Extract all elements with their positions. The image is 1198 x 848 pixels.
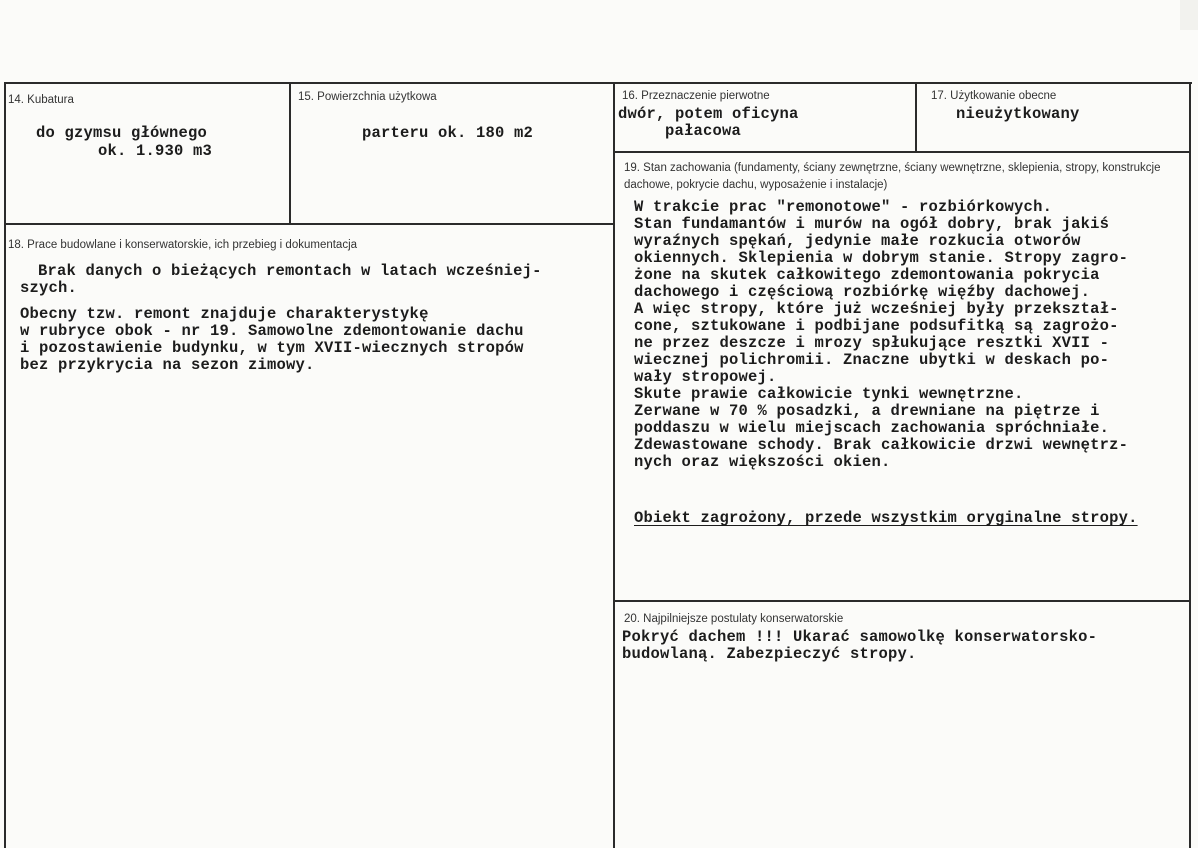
field-20-line-2: budowlaną. Zabezpieczyć stropy. bbox=[622, 645, 917, 663]
field-19-line-11: wały stropowej. bbox=[634, 368, 777, 386]
field-16-label: 16. Przeznaczenie pierwotne bbox=[622, 90, 770, 102]
field-17-value: nieużytkowany bbox=[956, 105, 1080, 123]
divider-center bbox=[613, 82, 615, 848]
folded-corner bbox=[1180, 0, 1198, 30]
field-19-line-3: wyraźnych spękań, jedynie małe rozkucia otworów bbox=[634, 232, 1081, 250]
divider-16-17 bbox=[915, 82, 917, 152]
field-14-label: 14. Kubatura bbox=[8, 94, 74, 106]
field-14-value-line-2: ok. 1.930 m3 bbox=[98, 142, 213, 160]
divider-row-19-20 bbox=[613, 600, 1191, 602]
field-19-line-13: Zerwane w 70 % posadzki, a drewniane na piętrze i bbox=[634, 402, 1100, 420]
field-19-line-5: żone na skutek całkowitego zdemontowania pokrycia bbox=[634, 266, 1100, 284]
field-19-line-12: Skute prawie całkowicie tynki wewnętrzne. bbox=[634, 385, 1024, 403]
field-19-line-4: okiennych. Sklepienia w dobrym stanie. Stropy zagro- bbox=[634, 249, 1129, 267]
field-19-line-1: W trakcie prac "remonotowe" - rozbiórkowych. bbox=[634, 198, 1053, 216]
field-19-line-8: cone, sztukowane i podbijane podsufitką są zagrożo- bbox=[634, 317, 1119, 335]
field-14-value-line-1: do gzymsu głównego bbox=[36, 124, 208, 142]
field-19-line-2: Stan fundamantów i murów na ogół dobry, brak jakiś bbox=[634, 215, 1110, 233]
field-16-value-line-2: pałacowa bbox=[665, 122, 742, 140]
field-20-line-1: Pokryć dachem !!! Ukarać samowolkę konserwatorsko- bbox=[622, 628, 1098, 646]
top-border-line bbox=[4, 82, 1192, 84]
field-18-line-2: szych. bbox=[20, 279, 78, 297]
field-19-line-7: A więc stropy, które już wcześniej były przekształ- bbox=[634, 300, 1119, 318]
field-15-label: 15. Powierzchnia użytkowa bbox=[298, 91, 437, 103]
divider-14-15 bbox=[289, 82, 291, 225]
field-19-line-15: Zdewastowane schody. Brak całkowicie drzwi wewnętrz- bbox=[634, 436, 1129, 454]
field-18-line-4: w rubryce obok - nr 19. Samowolne zdemontowanie dachu bbox=[20, 322, 524, 340]
field-18-label: 18. Prace budowlane i konserwatorskie, ich przebieg i dokumentacja bbox=[8, 239, 358, 251]
field-16-value-line-1: dwór, potem oficyna bbox=[618, 105, 799, 123]
field-19-line-6: dachowego i częściową rozbiórkę więźby dachowej. bbox=[634, 283, 1091, 301]
field-15-value: parteru ok. 180 m2 bbox=[362, 124, 534, 142]
field-19-label: 19. Stan zachowania (fundamenty, ściany zewnętrzne, ściany wewnętrzne, sklepienia, stropy, konstrukcje dachowe, pokrycie dachu, wyposażenie i instalacje) bbox=[624, 162, 1161, 191]
left-border-line bbox=[4, 82, 6, 848]
field-19-line-10: wiecznej polichromii. Znaczne ubytki w deskach po- bbox=[634, 351, 1110, 369]
field-18-line-3: Obecny tzw. remont znajduje charakterystykę bbox=[20, 305, 429, 323]
field-19-conclusion: Obiekt zagrożony, przede wszystkim oryginalne stropy. bbox=[634, 509, 1138, 527]
field-19-line-14: poddaszu w wielu miejscach zachowania spróchniałe. bbox=[634, 419, 1110, 437]
field-17-label: 17. Użytkowanie obecne bbox=[931, 90, 1057, 102]
field-18-line-1: Brak danych o bieżących remontach w latach wcześniej- bbox=[38, 262, 542, 280]
divider-row-16-19 bbox=[613, 151, 1191, 153]
field-19-line-16: nych oraz większości okien. bbox=[634, 453, 891, 471]
field-18-line-5: i pozostawienie budynku, w tym XVII-wiecznych stropów bbox=[20, 339, 524, 357]
divider-row-14-18 bbox=[4, 223, 615, 225]
field-18-line-6: bez przykrycia na sezon zimowy. bbox=[20, 356, 315, 374]
right-border-line bbox=[1189, 82, 1191, 848]
field-20-label: 20. Najpilniejsze postulaty konserwatorskie bbox=[624, 613, 844, 625]
field-19-line-9: ne przez deszcze i mrozy spłukujące resztki XVII - bbox=[634, 334, 1110, 352]
